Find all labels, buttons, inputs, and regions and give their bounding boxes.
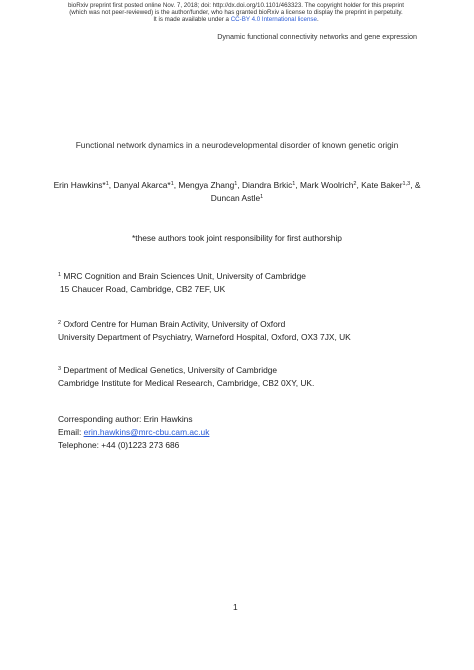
author xyxy=(113,180,178,190)
preprint-notice-line-2: (which was not peer-reviewed) is the author/funder, who has granted bioRxiv a license to display the preprint in perpetuity. xyxy=(69,9,403,17)
email-line xyxy=(58,426,209,439)
telephone: Telephone: +44 (0)1223 273 686 xyxy=(58,440,180,450)
author xyxy=(300,180,361,190)
preprint-notice-line-1: bioRxiv preprint first posted online Nov. 7, 2018; doi: http://dx.doi.org/10.1101/463323. The copyright holder for this preprint xyxy=(67,2,405,9)
author-name: Erin Hawkins* xyxy=(53,180,106,190)
affiliation xyxy=(58,270,306,296)
preprint-notice xyxy=(36,2,436,24)
joint-authorship-note: *these authors took joint responsibility for first authorship xyxy=(132,233,342,243)
author-affiliation-mark: 1 xyxy=(105,181,109,187)
author-name: Diandra Brkic xyxy=(242,180,293,190)
author xyxy=(242,180,300,190)
author-separator: , & xyxy=(410,180,421,190)
running-header: Dynamic functional connectivity networks and gene expression xyxy=(217,32,417,41)
affiliation-name: MRC Cognition and Brain Sciences Unit, University of Cambridge xyxy=(61,271,306,281)
email-label: Email: xyxy=(58,427,84,437)
affiliation-line-1 xyxy=(58,318,351,331)
author xyxy=(178,180,242,190)
affiliation xyxy=(58,318,351,344)
preprint-notice-line-3-suffix: . xyxy=(316,16,319,24)
paper-title: Functional network dynamics in a neurodevelopmental disorder of known genetic origin xyxy=(75,140,399,150)
author-name: Danyal Akarca* xyxy=(113,180,171,190)
email-link[interactable]: erin.hawkins@mrc-cbu.cam.ac.uk xyxy=(83,427,210,437)
author-affiliation-mark: 2 xyxy=(353,181,357,187)
affiliation-line-1 xyxy=(58,270,306,283)
affiliation-line-1 xyxy=(58,364,314,377)
author-name: Kate Baker xyxy=(361,180,403,190)
page-number: 1 xyxy=(233,602,238,612)
author-affiliation-mark: 1,3 xyxy=(402,181,411,187)
author xyxy=(211,193,263,203)
affiliation-name: Department of Medical Genetics, University of Cambridge xyxy=(61,365,278,375)
author-affiliation-mark: 1 xyxy=(260,193,264,200)
affiliation-line-2: 15 Chaucer Road, Cambridge, CB2 7EF, UK xyxy=(60,284,226,294)
affiliation-mark: 3 xyxy=(58,366,62,372)
author-name: Mark Woolrich xyxy=(300,180,354,190)
affiliation-mark: 1 xyxy=(58,272,62,278)
author-separator: , xyxy=(237,180,242,190)
author-affiliation-mark: 1 xyxy=(292,181,296,187)
author-name: Duncan Astle xyxy=(210,192,261,203)
corresponding-author: Corresponding author: Erin Hawkins xyxy=(58,414,193,424)
author-separator: , xyxy=(295,180,300,190)
author-affiliation-mark: 1 xyxy=(234,181,238,187)
author-separator: , xyxy=(356,180,362,190)
preprint-notice-line-3 xyxy=(36,16,436,23)
affiliation-mark: 2 xyxy=(58,320,62,326)
license-link[interactable]: CC-BY 4.0 International license xyxy=(230,16,317,24)
affiliation-line-2: University Department of Psychiatry, Warneford Hospital, Oxford, OX3 7JX, UK xyxy=(58,332,351,342)
author-name: Mengya Zhang xyxy=(178,180,235,190)
affiliation xyxy=(58,364,314,390)
affiliation-name: Oxford Centre for Human Brain Activity, University of Oxford xyxy=(61,319,286,329)
author xyxy=(54,180,114,190)
author-separator: , xyxy=(108,180,114,190)
affiliation-line-2: Cambridge Institute for Medical Research, Cambridge, CB2 0XY, UK. xyxy=(58,378,315,388)
author-separator: , xyxy=(173,180,179,190)
author-affiliation-mark: 1 xyxy=(170,181,174,187)
contact-block xyxy=(58,413,209,452)
author xyxy=(361,180,420,190)
author-list xyxy=(40,179,434,204)
preprint-notice-line-3-prefix: It is made available under a xyxy=(153,16,231,24)
